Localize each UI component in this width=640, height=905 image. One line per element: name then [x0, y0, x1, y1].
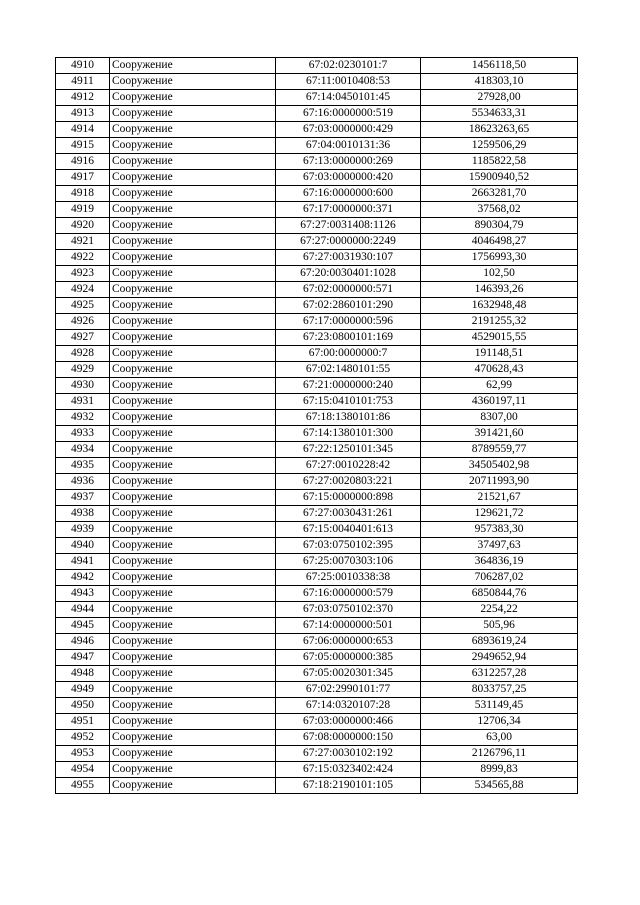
row-number-cell: 4953: [56, 746, 110, 762]
row-number-cell: 4919: [56, 202, 110, 218]
object-type-cell: Сооружение: [110, 298, 276, 314]
object-type-cell: Сооружение: [110, 90, 276, 106]
object-type-cell: Сооружение: [110, 122, 276, 138]
cadastral-number-cell: 67:20:0030401:1028: [276, 266, 421, 282]
row-number-cell: 4935: [56, 458, 110, 474]
table-row: [56, 218, 578, 234]
table-row: [56, 474, 578, 490]
cadastral-value-cell: 2663281,70: [421, 186, 578, 202]
object-type-cell: Сооружение: [110, 346, 276, 362]
cadastral-value-cell: 2126796,11: [421, 746, 578, 762]
row-number-cell: 4930: [56, 378, 110, 394]
row-number-cell: 4952: [56, 730, 110, 746]
object-type-cell: Сооружение: [110, 762, 276, 778]
table-row: [56, 138, 578, 154]
object-type-cell: Сооружение: [110, 538, 276, 554]
cadastral-number-cell: 67:27:0010228:42: [276, 458, 421, 474]
object-type-cell: Сооружение: [110, 282, 276, 298]
row-number-cell: 4924: [56, 282, 110, 298]
cadastral-value-cell: 4046498,27: [421, 234, 578, 250]
object-type-cell: Сооружение: [110, 458, 276, 474]
cadastral-value-cell: 2949652,94: [421, 650, 578, 666]
cadastral-value-cell: 15900940,52: [421, 170, 578, 186]
table-row: [56, 602, 578, 618]
row-number-cell: 4922: [56, 250, 110, 266]
cadastral-number-cell: 67:04:0010131:36: [276, 138, 421, 154]
cadastral-value-cell: 8307,00: [421, 410, 578, 426]
cadastral-number-cell: 67:05:0000000:385: [276, 650, 421, 666]
table-row: [56, 490, 578, 506]
cadastral-value-cell: 8789559,77: [421, 442, 578, 458]
cadastral-value-cell: 34505402,98: [421, 458, 578, 474]
object-type-cell: Сооружение: [110, 570, 276, 586]
row-number-cell: 4939: [56, 522, 110, 538]
cadastral-value-cell: 2254,22: [421, 602, 578, 618]
cadastral-number-cell: 67:27:0030431:261: [276, 506, 421, 522]
cadastral-number-cell: 67:13:0000000:269: [276, 154, 421, 170]
object-type-cell: Сооружение: [110, 410, 276, 426]
table-row: [56, 330, 578, 346]
cadastral-value-cell: 8033757,25: [421, 682, 578, 698]
cadastral-number-cell: 67:17:0000000:596: [276, 314, 421, 330]
cadastral-number-cell: 67:05:0020301:345: [276, 666, 421, 682]
table-row: [56, 666, 578, 682]
cadastral-number-cell: 67:02:0230101:7: [276, 58, 421, 74]
row-number-cell: 4954: [56, 762, 110, 778]
cadastral-value-cell: 20711993,90: [421, 474, 578, 490]
cadastral-number-cell: 67:27:0000000:2249: [276, 234, 421, 250]
object-type-cell: Сооружение: [110, 58, 276, 74]
cadastral-value-cell: 27928,00: [421, 90, 578, 106]
table-row: [56, 650, 578, 666]
cadastral-number-cell: 67:27:0020803:221: [276, 474, 421, 490]
cadastral-value-cell: 890304,79: [421, 218, 578, 234]
cadastral-value-cell: 1185822,58: [421, 154, 578, 170]
table-row: [56, 458, 578, 474]
table-row: [56, 570, 578, 586]
table-row: [56, 74, 578, 90]
row-number-cell: 4925: [56, 298, 110, 314]
cadastral-number-cell: 67:25:0010338:38: [276, 570, 421, 586]
table-row: [56, 714, 578, 730]
object-type-cell: Сооружение: [110, 682, 276, 698]
row-number-cell: 4918: [56, 186, 110, 202]
row-number-cell: 4913: [56, 106, 110, 122]
cadastral-number-cell: 67:14:0450101:45: [276, 90, 421, 106]
table-row: [56, 122, 578, 138]
cadastral-number-cell: 67:15:0323402:424: [276, 762, 421, 778]
cadastral-value-cell: 8999,83: [421, 762, 578, 778]
row-number-cell: 4946: [56, 634, 110, 650]
table-row: [56, 426, 578, 442]
table-row: [56, 186, 578, 202]
table-row: [56, 746, 578, 762]
cadastral-value-cell: 2191255,32: [421, 314, 578, 330]
object-type-cell: Сооружение: [110, 730, 276, 746]
cadastral-number-cell: 67:27:0031930:107: [276, 250, 421, 266]
cadastral-value-cell: 102,50: [421, 266, 578, 282]
cadastral-value-cell: 1756993,30: [421, 250, 578, 266]
table-row: [56, 554, 578, 570]
row-number-cell: 4951: [56, 714, 110, 730]
table-row: [56, 346, 578, 362]
object-type-cell: Сооружение: [110, 362, 276, 378]
cadastral-value-cell: 146393,26: [421, 282, 578, 298]
cadastral-number-cell: 67:02:2860101:290: [276, 298, 421, 314]
table-row: [56, 202, 578, 218]
table-row: [56, 410, 578, 426]
row-number-cell: 4950: [56, 698, 110, 714]
object-type-cell: Сооружение: [110, 250, 276, 266]
cadastral-value-cell: 4529015,55: [421, 330, 578, 346]
cadastral-value-cell: 534565,88: [421, 778, 578, 794]
cadastral-number-cell: 67:18:1380101:86: [276, 410, 421, 426]
table-row: [56, 762, 578, 778]
table-row: [56, 314, 578, 330]
row-number-cell: 4948: [56, 666, 110, 682]
cadastral-number-cell: 67:14:0000000:501: [276, 618, 421, 634]
object-type-cell: Сооружение: [110, 202, 276, 218]
object-type-cell: Сооружение: [110, 106, 276, 122]
row-number-cell: 4912: [56, 90, 110, 106]
cadastral-number-cell: 67:27:0030102:192: [276, 746, 421, 762]
object-type-cell: Сооружение: [110, 634, 276, 650]
object-type-cell: Сооружение: [110, 394, 276, 410]
object-type-cell: Сооружение: [110, 170, 276, 186]
registry-table-body: [56, 58, 578, 794]
cadastral-value-cell: 418303,10: [421, 74, 578, 90]
cadastral-value-cell: 63,00: [421, 730, 578, 746]
cadastral-number-cell: 67:25:0070303:106: [276, 554, 421, 570]
cadastral-value-cell: 21521,67: [421, 490, 578, 506]
object-type-cell: Сооружение: [110, 650, 276, 666]
row-number-cell: 4955: [56, 778, 110, 794]
cadastral-value-cell: 37568,02: [421, 202, 578, 218]
row-number-cell: 4927: [56, 330, 110, 346]
cadastral-number-cell: 67:27:0031408:1126: [276, 218, 421, 234]
table-row: [56, 58, 578, 74]
table-row: [56, 394, 578, 410]
object-type-cell: Сооружение: [110, 602, 276, 618]
cadastral-value-cell: 957383,30: [421, 522, 578, 538]
cadastral-number-cell: 67:14:1380101:300: [276, 426, 421, 442]
cadastral-number-cell: 67:02:0000000:571: [276, 282, 421, 298]
table-row: [56, 378, 578, 394]
table-row: [56, 298, 578, 314]
row-number-cell: 4921: [56, 234, 110, 250]
cadastral-value-cell: 1632948,48: [421, 298, 578, 314]
object-type-cell: Сооружение: [110, 666, 276, 682]
cadastral-value-cell: 6893619,24: [421, 634, 578, 650]
row-number-cell: 4940: [56, 538, 110, 554]
table-row: [56, 682, 578, 698]
table-row: [56, 730, 578, 746]
table-row: [56, 538, 578, 554]
cadastral-value-cell: 62,99: [421, 378, 578, 394]
cadastral-value-cell: 364836,19: [421, 554, 578, 570]
row-number-cell: 4910: [56, 58, 110, 74]
row-number-cell: 4947: [56, 650, 110, 666]
object-type-cell: Сооружение: [110, 554, 276, 570]
table-row: [56, 266, 578, 282]
table-row: [56, 106, 578, 122]
table-row: [56, 234, 578, 250]
row-number-cell: 4941: [56, 554, 110, 570]
table-row: [56, 634, 578, 650]
object-type-cell: Сооружение: [110, 186, 276, 202]
cadastral-value-cell: 37497,63: [421, 538, 578, 554]
row-number-cell: 4914: [56, 122, 110, 138]
cadastral-value-cell: 706287,02: [421, 570, 578, 586]
object-type-cell: Сооружение: [110, 586, 276, 602]
object-type-cell: Сооружение: [110, 506, 276, 522]
row-number-cell: 4917: [56, 170, 110, 186]
row-number-cell: 4911: [56, 74, 110, 90]
table-row: [56, 250, 578, 266]
cadastral-value-cell: 4360197,11: [421, 394, 578, 410]
table-row: [56, 506, 578, 522]
row-number-cell: 4923: [56, 266, 110, 282]
row-number-cell: 4926: [56, 314, 110, 330]
cadastral-value-cell: 470628,43: [421, 362, 578, 378]
table-row: [56, 154, 578, 170]
cadastral-number-cell: 67:03:0000000:420: [276, 170, 421, 186]
object-type-cell: Сооружение: [110, 474, 276, 490]
cadastral-number-cell: 67:03:0000000:466: [276, 714, 421, 730]
cadastral-number-cell: 67:22:1250101:345: [276, 442, 421, 458]
cadastral-number-cell: 67:21:0000000:240: [276, 378, 421, 394]
object-type-cell: Сооружение: [110, 698, 276, 714]
table-row: [56, 698, 578, 714]
cadastral-number-cell: 67:23:0800101:169: [276, 330, 421, 346]
row-number-cell: 4944: [56, 602, 110, 618]
table-row: [56, 586, 578, 602]
object-type-cell: Сооружение: [110, 714, 276, 730]
cadastral-number-cell: 67:11:0010408:53: [276, 74, 421, 90]
cadastral-value-cell: 129621,72: [421, 506, 578, 522]
cadastral-number-cell: 67:03:0750102:370: [276, 602, 421, 618]
row-number-cell: 4937: [56, 490, 110, 506]
cadastral-value-cell: 1456118,50: [421, 58, 578, 74]
object-type-cell: Сооружение: [110, 778, 276, 794]
cadastral-value-cell: 18623263,65: [421, 122, 578, 138]
row-number-cell: 4916: [56, 154, 110, 170]
cadastral-number-cell: 67:02:1480101:55: [276, 362, 421, 378]
row-number-cell: 4920: [56, 218, 110, 234]
cadastral-number-cell: 67:17:0000000:371: [276, 202, 421, 218]
cadastral-value-cell: 531149,45: [421, 698, 578, 714]
table-row: [56, 170, 578, 186]
cadastral-number-cell: 67:16:0000000:519: [276, 106, 421, 122]
cadastral-value-cell: 5534633,31: [421, 106, 578, 122]
table-row: [56, 778, 578, 794]
cadastral-value-cell: 1259506,29: [421, 138, 578, 154]
table-row: [56, 282, 578, 298]
object-type-cell: Сооружение: [110, 138, 276, 154]
cadastral-number-cell: 67:18:2190101:105: [276, 778, 421, 794]
row-number-cell: 4938: [56, 506, 110, 522]
row-number-cell: 4949: [56, 682, 110, 698]
table-row: [56, 618, 578, 634]
object-type-cell: Сооружение: [110, 426, 276, 442]
row-number-cell: 4943: [56, 586, 110, 602]
cadastral-value-cell: 6850844,76: [421, 586, 578, 602]
row-number-cell: 4942: [56, 570, 110, 586]
object-type-cell: Сооружение: [110, 314, 276, 330]
object-type-cell: Сооружение: [110, 618, 276, 634]
object-type-cell: Сооружение: [110, 490, 276, 506]
row-number-cell: 4932: [56, 410, 110, 426]
cadastral-number-cell: 67:00:0000000:7: [276, 346, 421, 362]
cadastral-number-cell: 67:06:0000000:653: [276, 634, 421, 650]
cadastral-number-cell: 67:15:0410101:753: [276, 394, 421, 410]
row-number-cell: 4945: [56, 618, 110, 634]
row-number-cell: 4936: [56, 474, 110, 490]
cadastral-number-cell: 67:14:0320107:28: [276, 698, 421, 714]
row-number-cell: 4934: [56, 442, 110, 458]
row-number-cell: 4928: [56, 346, 110, 362]
cadastral-number-cell: 67:15:0000000:898: [276, 490, 421, 506]
table-row: [56, 90, 578, 106]
cadastral-value-cell: 191148,51: [421, 346, 578, 362]
cadastral-number-cell: 67:15:0040401:613: [276, 522, 421, 538]
table-row: [56, 442, 578, 458]
row-number-cell: 4933: [56, 426, 110, 442]
cadastral-number-cell: 67:08:0000000:150: [276, 730, 421, 746]
row-number-cell: 4931: [56, 394, 110, 410]
cadastral-number-cell: 67:02:2990101:77: [276, 682, 421, 698]
cadastral-value-cell: 391421,60: [421, 426, 578, 442]
object-type-cell: Сооружение: [110, 330, 276, 346]
table-row: [56, 522, 578, 538]
cadastral-number-cell: 67:03:0000000:429: [276, 122, 421, 138]
object-type-cell: Сооружение: [110, 442, 276, 458]
cadastral-value-cell: 12706,34: [421, 714, 578, 730]
cadastral-number-cell: 67:03:0750102:395: [276, 538, 421, 554]
table-row: [56, 362, 578, 378]
cadastral-number-cell: 67:16:0000000:579: [276, 586, 421, 602]
row-number-cell: 4915: [56, 138, 110, 154]
object-type-cell: Сооружение: [110, 218, 276, 234]
registry-table: [55, 57, 578, 794]
object-type-cell: Сооружение: [110, 154, 276, 170]
cadastral-value-cell: 505,96: [421, 618, 578, 634]
object-type-cell: Сооружение: [110, 266, 276, 282]
cadastral-number-cell: 67:16:0000000:600: [276, 186, 421, 202]
object-type-cell: Сооружение: [110, 378, 276, 394]
row-number-cell: 4929: [56, 362, 110, 378]
cadastral-value-cell: 6312257,28: [421, 666, 578, 682]
object-type-cell: Сооружение: [110, 234, 276, 250]
object-type-cell: Сооружение: [110, 746, 276, 762]
object-type-cell: Сооружение: [110, 522, 276, 538]
object-type-cell: Сооружение: [110, 74, 276, 90]
